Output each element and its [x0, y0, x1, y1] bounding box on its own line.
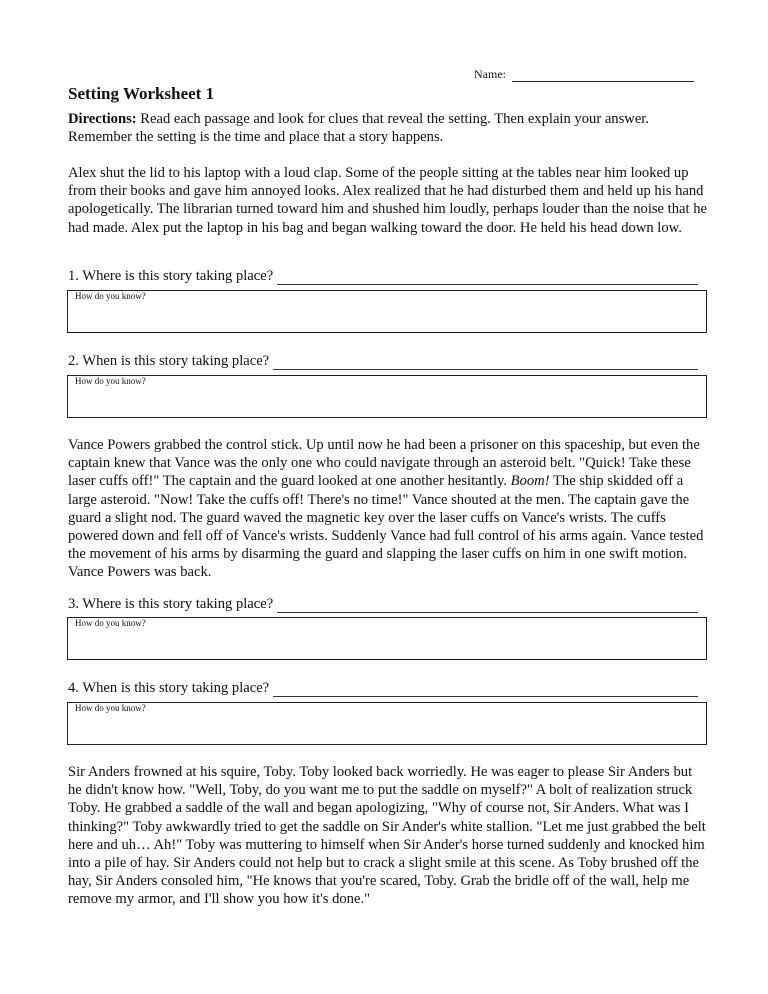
- question-3: [68, 596, 698, 613]
- question-2: [68, 353, 698, 370]
- directions-label: Directions:: [68, 111, 137, 127]
- passage-2-boom: Boom!: [510, 473, 550, 490]
- question-4-answer-line[interactable]: [273, 682, 698, 697]
- question-2-answer-line[interactable]: [273, 355, 698, 370]
- passage-1: Alex shut the lid to his laptop with a loud clap. Some of the people sitting at the tables near him looked up from their books and gave him annoyed looks. Alex realized that he had disturbed them and held up his hand apologetically. The librarian turned toward him and shushed him loudly, perhaps louder than the noise that he had made. Alex put the laptop in his bag and began walking toward the door. He held his head down low.: [68, 165, 707, 236]
- passage-2-part-1: Vance Powers grabbed the control stick. Up until now he had been a prisoner on this spaceship, but even the captain knew that Vance was the only one who could navigate through an asteroid belt. "Quick! Take these laser cuffs off!" The captain and the guard looked at one another hesitantly.: [68, 437, 700, 490]
- question-4-hint: How do you know?: [75, 703, 146, 713]
- name-label: Name:: [474, 67, 506, 81]
- question-3-answer-box[interactable]: [67, 617, 707, 660]
- passage-2: [68, 436, 708, 582]
- directions: [68, 110, 708, 146]
- question-4-answer-box[interactable]: [67, 702, 707, 745]
- question-4-label: 4. When is this story taking place?: [68, 680, 270, 696]
- question-1-hint: How do you know?: [75, 291, 146, 301]
- name-blank-line[interactable]: [512, 69, 694, 82]
- question-1-label: 1. Where is this story taking place?: [68, 268, 274, 284]
- question-1-answer-box[interactable]: [67, 290, 707, 333]
- question-3-label: 3. Where is this story taking place?: [68, 596, 274, 612]
- question-1-answer-line[interactable]: [277, 270, 698, 285]
- question-1: [68, 268, 698, 285]
- question-4: [68, 680, 698, 697]
- question-3-hint: How do you know?: [75, 618, 146, 628]
- question-2-hint: How do you know?: [75, 376, 146, 386]
- question-2-answer-box[interactable]: [67, 375, 707, 418]
- question-3-answer-line[interactable]: [277, 598, 698, 613]
- directions-text: Read each passage and look for clues that reveal the setting. Then explain your answer. Remember the setting is the time and place that a story happens.: [68, 111, 650, 146]
- worksheet-title: Setting Worksheet 1: [68, 84, 215, 103]
- passage-3: Sir Anders frowned at his squire, Toby. Toby looked back worriedly. He was eager to please Sir Anders but he didn't know how. "Well, Toby, do you want me to put the saddle on myself?" A bolt of realization struck Toby. He grabbed a saddle of the wall and began apologizing, "Why of course not, Sir Anders. What was I thinking?" Toby awkwardly tried to get the saddle on Sir Ander's white stallion. "Let me just grabbed the belt here and uh… Ah!" Toby was muttering to himself when Sir Ander's horse turned suddenly and knocked him into a pile of hay. Sir Anders could not help but to crack a slight smile at this scene. As Toby brushed off the hay, Sir Anders consoled him, "He knows that you're scared, Toby. Grab the bridle off of the wall, help me remove my armor, and I'll show you how it's done.": [68, 764, 706, 908]
- name-field[interactable]: [474, 67, 694, 82]
- question-2-label: 2. When is this story taking place?: [68, 353, 270, 369]
- passage-2-part-2: The ship skidded off a large asteroid. "Now! Take the cuffs off! There's no time!" Vance shouted at the men. The captain gave the guard a slight nod. The guard waved the magnetic key over the laser cuffs on Vance's wrists. The cuffs powered down and fell off of Vance's wrists. Suddenly Vance had full control of his arms again. Vance tested the movement of his arms by disarming the guard and slapping the laser cuffs on him in one swift motion. Vance Powers was back.: [68, 473, 704, 581]
